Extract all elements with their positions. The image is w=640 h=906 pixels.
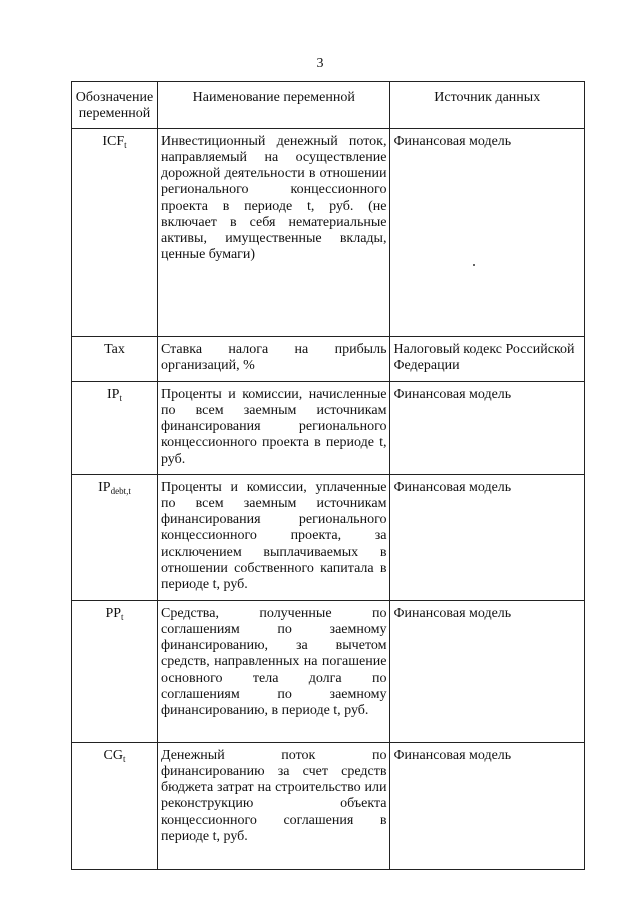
variables-table	[71, 81, 585, 870]
header-name: Наименование переменной	[157, 82, 389, 129]
data-source: Финансовая модель	[390, 382, 585, 475]
variable-symbol: $IP_t$	[72, 382, 158, 475]
variable-symbol: $PP_t$	[72, 601, 158, 743]
variable-name: Денежный поток по финансированию за счет средств бюджета затрат на строительство или реконструкцию объекта концессионного соглашения в периоде t, руб.	[157, 743, 389, 870]
variable-name: Проценты и комиссии, начисленные по всем заемным источникам финансирования регионального концессионного проекта в периоде t, руб.	[157, 382, 389, 475]
data-source: Финансовая модель	[390, 743, 585, 870]
variable-name: Ставка налога на прибыль организаций, %	[157, 337, 389, 382]
variable-name: Проценты и комиссии, уплаченные по всем заемным источникам финансирования регионального концессионного проекта, за исключением выплачиваемых в отношении собственного капитала в периоде t, руб.	[157, 475, 389, 601]
variable-symbol: $CG_t$	[72, 743, 158, 870]
table-row	[72, 129, 585, 337]
page-number: 3	[316, 56, 324, 71]
variable-name: Средства, полученные по соглашениям по заемному финансированию, за вычетом средств, направленных на погашение основного тела долга по соглашениям по заемному финансированию, в периоде t, руб.	[157, 601, 389, 743]
header-source: Источник данных	[390, 82, 585, 129]
data-source: Финансовая модель	[390, 475, 585, 601]
table-row	[72, 382, 585, 475]
header-symbol: Обозначение переменной	[72, 82, 158, 129]
table-row	[72, 601, 585, 743]
table-header-row	[72, 82, 585, 129]
table-row	[72, 475, 585, 601]
table-row	[72, 743, 585, 870]
data-source: Налоговый кодекс Российской Федерации	[390, 337, 585, 382]
table-row	[72, 337, 585, 382]
variable-name: Инвестиционный денежный поток, направляемый на осуществление дорожной деятельности в отношении регионального концессионного проекта в периоде t, руб. (не включает в себя нематериальные активы, имущественные вклады, ценные бумаги)	[157, 129, 389, 337]
variable-symbol: Tax	[72, 337, 158, 382]
variable-symbol: $ICF_t$	[72, 129, 158, 337]
variable-symbol: $IP_{debt,t}$	[72, 475, 158, 601]
scan-speck	[473, 264, 475, 266]
data-source: Финансовая модель	[390, 601, 585, 743]
data-source: Финансовая модель	[390, 129, 585, 337]
